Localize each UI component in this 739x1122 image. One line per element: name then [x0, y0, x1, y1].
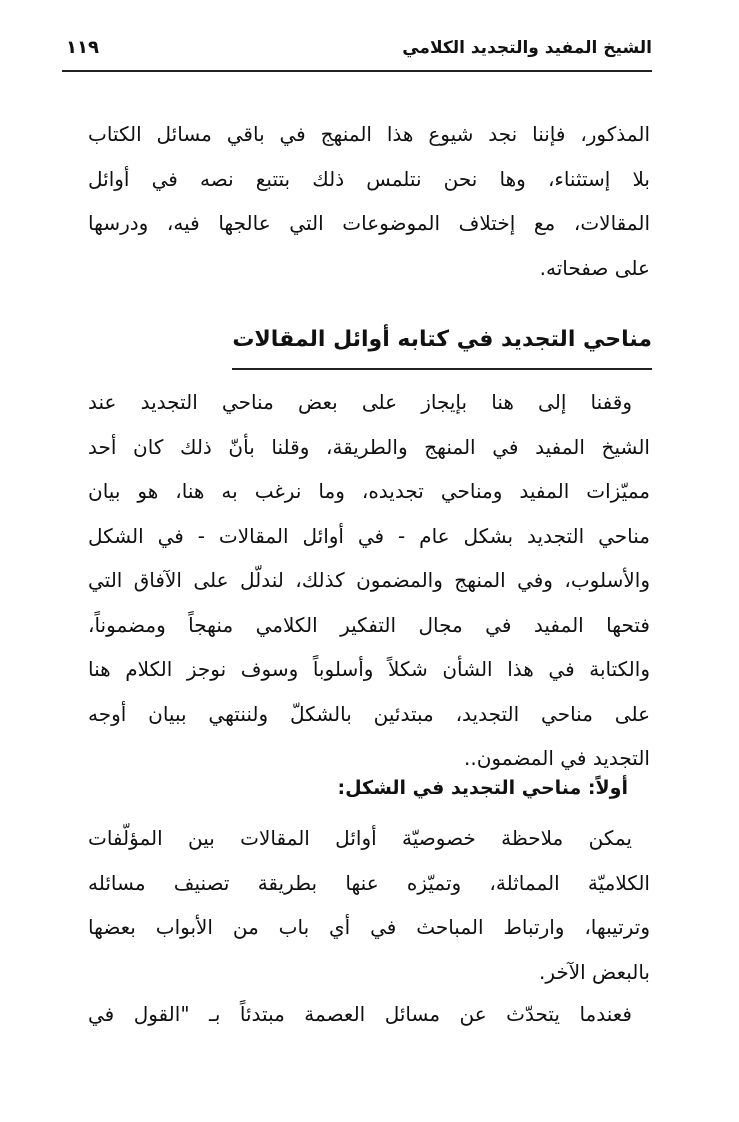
text-line: الكلاميّة المماثلة، وتميّزه عنها بطريقة تصنيف مسائله [88, 870, 650, 895]
final-paragraph [88, 992, 650, 1037]
text-line: بالبعض الآخر. [538, 959, 650, 984]
text-line: الشيخ المفيد في المنهج والطريقة، وقلنا بأنّ ذلك كان أحد [88, 434, 650, 459]
text-line: والكتابة في هذا الشأن شكلاً وأسلوباً وسوف نوجز الكلام هنا [88, 657, 650, 681]
text-line: مميّزات المفيد ومناحي تجديده، وما نرغب به هنا، هو بيان [88, 479, 650, 503]
section-paragraph-block [88, 380, 650, 781]
sub-heading: أولاً: مناحي التجديد في الشكل: [337, 777, 628, 799]
running-header [62, 30, 652, 72]
text-line: المذكور، فإننا نجد شيوع هذا المنهج في باقي مسائل الكتاب [88, 122, 650, 146]
text-line: مناحي التجديد بشكل عام - في أوائل المقالات - في الشكل [88, 523, 650, 548]
text-line: المقالات، مع إختلاف الموضوعات التي عالجها فيه، ودرسها [88, 211, 650, 235]
text-line: والأسلوب، وفي المنهج والمضمون كذلك، لندلّل على الآفاق التي [88, 568, 650, 592]
text-line: على صفحاته. [539, 255, 650, 280]
intro-paragraph [88, 112, 650, 290]
page-number: ١١٩ [66, 37, 99, 58]
intro-paragraph-block [88, 112, 650, 290]
text-line: وقفنا إلى هنا بإيجاز على بعض مناحي التجديد عند [88, 390, 632, 414]
text-line: وترتيبها، وارتباط المباحث في أي باب من الأبواب بعضها [88, 915, 650, 939]
running-header-title: الشيخ المفيد والتجديد الكلامي [402, 38, 652, 58]
section-paragraph [88, 380, 650, 781]
text-line: فعندما يتحدّث عن مسائل العصمة مبتدئاً بـ "القول في [88, 1002, 632, 1026]
text-line: يمكن ملاحظة خصوصيّة أوائل المقالات بين المؤلّفات [88, 826, 632, 850]
final-paragraph-block [88, 992, 650, 1037]
text-line: التجديد في المضمون.. [464, 746, 650, 770]
section-heading-block [88, 316, 652, 370]
form-paragraph-block [88, 816, 650, 994]
section-heading: مناحي التجديد في كتابه أوائل المقالات [232, 316, 652, 370]
text-line: فتحها المفيد في مجال التفكير الكلامي منهجاً ومضموناً، [88, 612, 650, 637]
text-line: على مناحي التجديد، مبتدئين بالشكلّ ولننتهي ببيان أوجه [88, 701, 650, 726]
form-paragraph [88, 816, 650, 994]
text-line: بلا إستثناء، وها نحن نتلمس ذلك بتتبع نصه في أوائل [88, 166, 650, 191]
